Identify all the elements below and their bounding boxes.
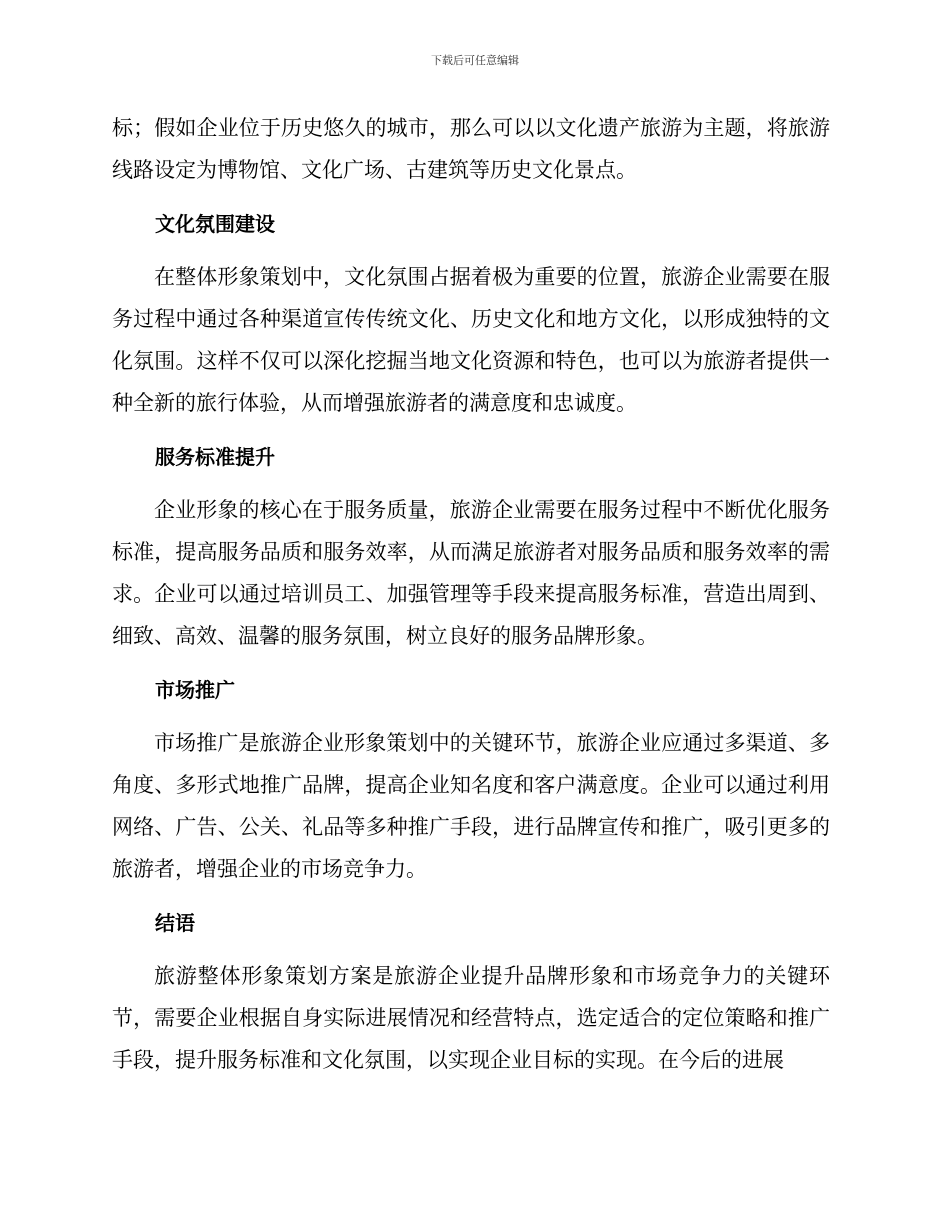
page-header: 下载后可任意编辑 xyxy=(431,54,519,67)
continuation-paragraph: 标；假如企业位于历史悠久的城市，那么可以以文化遗产旅游为主题，将旅游线路设定为博物馆、文化广场、古建筑等历史文化景点。 xyxy=(112,116,830,182)
section-heading-service: 服务标准提升 xyxy=(155,445,275,469)
section-body-conclusion: 旅游整体形象策划方案是旅游企业提升品牌形象和市场竞争力的关键环节，需要企业根据自身实际进展情况和经营特点，选定适合的定位策略和推广手段，提升服务标准和文化氛围，以实现企业目标的实现。在今后的进展 xyxy=(112,964,830,1072)
section-body-marketing: 市场推广是旅游企业形象策划中的关键环节，旅游企业应通过多渠道、多角度、多形式地推广品牌，提高企业知名度和客户满意度。企业可以通过利用网络、广告、公关、礼品等多种推广手段，进行品牌宣传和推广，吸引更多的旅游者，增强企业的市场竞争力。 xyxy=(112,731,830,881)
document-body xyxy=(112,107,830,1081)
section-body-service: 企业形象的核心在于服务质量，旅游企业需要在服务过程中不断优化服务标准，提高服务品质和服务效率，从而满足旅游者对服务品质和服务效率的需求。企业可以通过培训员工、加强管理等手段来提高服务标准，营造出周到、细致、高效、温馨的服务氛围，树立良好的服务品牌形象。 xyxy=(112,498,830,648)
section-heading-culture: 文化氛围建设 xyxy=(155,212,275,236)
section-heading-marketing: 市场推广 xyxy=(155,678,235,702)
section-heading-conclusion: 结语 xyxy=(155,911,195,935)
section-body-culture: 在整体形象策划中，文化氛围占据着极为重要的位置，旅游企业需要在服务过程中通过各种渠道宣传传统文化、历史文化和地方文化，以形成独特的文化氛围。这样不仅可以深化挖掘当地文化资源和特色，也可以为旅游者提供一种全新的旅行体验，从而增强旅游者的满意度和忠诚度。 xyxy=(112,265,830,415)
